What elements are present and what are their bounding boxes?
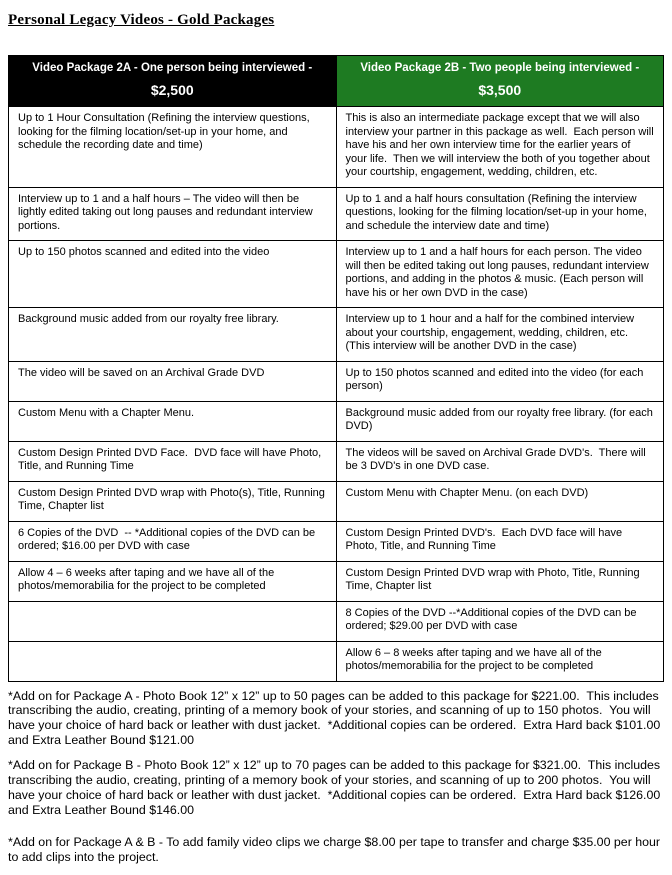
package-2b-cell: This is also an intermediate package except that we will also interview your partner in this package as well. Each person will have his and her own interview time for the earlier years of your life. Then we will interview the both of you together about your courtship, engagement, wedding, children, etc. (336, 107, 664, 188)
package-2b-cell: Custom Design Printed DVD's. Each DVD face will have Photo, Title, and Running Time (336, 521, 664, 561)
package-2b-cell: Up to 1 and a half hours consultation (Refining the interview questions, looking for the filming location/set-up in your home, and schedule the interview date and time) (336, 187, 664, 241)
table-row (9, 601, 664, 641)
package-2a-cell: Up to 150 photos scanned and edited into the video (9, 241, 337, 308)
package-2a-header (9, 56, 337, 107)
page-title: Personal Legacy Videos - Gold Packages (8, 12, 275, 28)
package-2b-cell: Custom Menu with Chapter Menu. (on each DVD) (336, 481, 664, 521)
package-2a-cell (9, 641, 337, 681)
package-2a-cell: Custom Design Printed DVD Face. DVD face will have Photo, Title, and Running Time (9, 441, 337, 481)
table-row (9, 401, 664, 441)
table-row (9, 187, 664, 241)
package-2b-cell: Background music added from our royalty free library. (for each DVD) (336, 401, 664, 441)
package-table-body (9, 107, 664, 682)
table-row (9, 481, 664, 521)
package-2a-cell (9, 601, 337, 641)
package-2a-cell: Interview up to 1 and a half hours – The video will then be lightly edited taking out long pauses and redundant interview portions. (9, 187, 337, 241)
table-row (9, 107, 664, 188)
package-2a-cell: 6 Copies of the DVD -- *Additional copies of the DVD can be ordered; $16.00 per DVD with case (9, 521, 337, 561)
table-row (9, 441, 664, 481)
table-row (9, 641, 664, 681)
package-2b-cell: 8 Copies of the DVD --*Additional copies of the DVD can be ordered; $29.00 per DVD with case (336, 601, 664, 641)
package-2b-cell: Custom Design Printed DVD wrap with Photo, Title, Running Time, Chapter list (336, 561, 664, 601)
package-comparison-table (8, 55, 664, 682)
package-2b-title: Video Package 2B - Two people being interviewed - (360, 62, 640, 74)
table-row (9, 361, 664, 401)
footnote-package-a: *Add on for Package A - Photo Book 12” x 12” up to 50 pages can be added to this package for $221.00. This includes transcribing the audio, creating, printing of a memory book of your stories, and scanning of up to 150 photos. You will have your choice of hard back or leather with dust jacket. *Additional copies can be ordered. Extra Hard back $101.00 and Extra Leather Bound $121.00 (8, 688, 664, 748)
package-2b-cell: Interview up to 1 hour and a half for the combined interview about your courtship, engagement, wedding, children, etc. (This interview will be another DVD in the case) (336, 308, 664, 362)
package-2b-cell: Up to 150 photos scanned and edited into the video (for each person) (336, 361, 664, 401)
table-row (9, 241, 664, 308)
package-2a-cell: Background music added from our royalty free library. (9, 308, 337, 362)
package-2a-cell: Custom Menu with a Chapter Menu. (9, 401, 337, 441)
table-row (9, 561, 664, 601)
package-2a-cell: Custom Design Printed DVD wrap with Photo(s), Title, Running Time, Chapter list (9, 481, 337, 521)
package-2b-price: $3,500 (478, 82, 522, 98)
table-row (9, 521, 664, 561)
package-2b-cell: Allow 6 – 8 weeks after taping and we have all of the photos/memorabilia for the project to be completed (336, 641, 664, 681)
package-2a-title: Video Package 2A - One person being interviewed - (32, 62, 313, 74)
footnotes-section (8, 689, 664, 865)
package-2a-price: $2,500 (150, 82, 194, 98)
footnote-package-b: *Add on for Package B - Photo Book 12” x 12” up to 70 pages can be added to this package for $321.00. This includes transcribing the audio, creating, printing of a memory book of your stories, and scanning of up to 200 photos. You will have your choice of hard back or leather with dust jacket. *Additional copies can be ordered. Extra Hard back $126.00 and Extra Leather Bound $146.00 (8, 758, 664, 817)
package-2a-cell: Allow 4 – 6 weeks after taping and we have all of the photos/memorabilia for the project to be completed (9, 561, 337, 601)
package-2b-header (336, 56, 664, 107)
package-2a-cell: Up to 1 Hour Consultation (Refining the interview questions, looking for the filming location/set-up in your home, and schedule the recording date and time) (9, 107, 337, 188)
table-header (9, 56, 664, 107)
package-2b-cell: The videos will be saved on Archival Grade DVD's. There will be 3 DVD's in one DVD case. (336, 441, 664, 481)
table-row (9, 308, 664, 362)
table-header-row (9, 56, 664, 107)
package-2a-cell: The video will be saved on an Archival Grade DVD (9, 361, 337, 401)
package-2b-cell: Interview up to 1 and a half hours for each person. The video will then be edited taking out long pauses, redundant interview portions, and adding in the photos & music. (Each person will have his or her own DVD in the case) (336, 241, 664, 308)
footnote-package-a-and-b: *Add on for Package A & B - To add family video clips we charge $8.00 per tape to transfer and charge $35.00 per hour to add clips into the project. (8, 834, 664, 864)
